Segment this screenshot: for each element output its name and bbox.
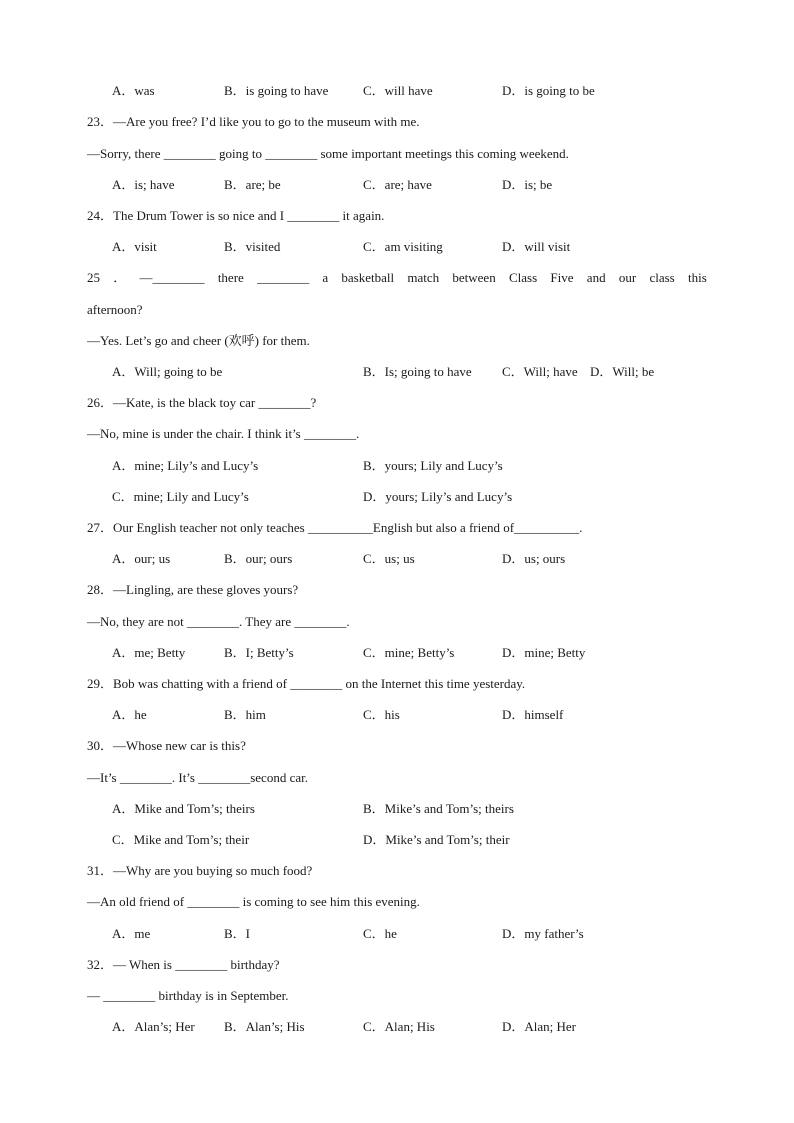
q30-options-row2 bbox=[112, 832, 712, 848]
q29-stem: 29．Bob was chatting with a friend of ________ on the Internet this time yesterday. bbox=[87, 676, 526, 691]
q22-option-c: C．will have bbox=[363, 83, 433, 98]
q25-word: there bbox=[217, 270, 244, 285]
q29-option-b: B．him bbox=[224, 707, 266, 722]
q26-option-d: D．yours; Lily’s and Lucy’s bbox=[363, 489, 513, 504]
q25-word: between bbox=[452, 270, 496, 285]
q28-option-c: C．mine; Betty’s bbox=[363, 645, 455, 660]
q25-word: class bbox=[649, 270, 675, 285]
q25-stem-continued: afternoon? bbox=[87, 302, 143, 317]
q26-reply: —No, mine is under the chair. I think it’s ________. bbox=[87, 426, 360, 441]
q27-option-b: B．our; ours bbox=[224, 551, 293, 566]
q26-stem: 26．—Kate, is the black toy car ________? bbox=[87, 395, 317, 410]
q25-word: and bbox=[586, 270, 606, 285]
q25-word: —________ bbox=[139, 270, 205, 285]
q25-stem bbox=[87, 270, 707, 286]
q23-options bbox=[112, 177, 712, 193]
q25-option-b: B．Is; going to have bbox=[363, 364, 472, 379]
q26-option-b: B．yours; Lily and Lucy’s bbox=[363, 458, 503, 473]
q30-stem: 30．—Whose new car is this? bbox=[87, 738, 246, 753]
q32-stem: 32．— When is ________ birthday? bbox=[87, 957, 280, 972]
q25-word: 25 bbox=[87, 270, 100, 285]
q25-option-a: A．Will; going to be bbox=[112, 364, 223, 379]
q25-word: Five bbox=[550, 270, 574, 285]
q25-word: match bbox=[407, 270, 440, 285]
q23-stem: 23．—Are you free? I’d like you to go to the museum with me. bbox=[87, 114, 420, 129]
q25-word: this bbox=[688, 270, 707, 285]
q30-reply: —It’s ________. It’s ________second car. bbox=[87, 770, 308, 785]
q26-option-a: A．mine; Lily’s and Lucy’s bbox=[112, 458, 259, 473]
q23-option-a: A．is; have bbox=[112, 177, 175, 192]
q28-option-d: D．mine; Betty bbox=[502, 645, 586, 660]
q26-options-row1 bbox=[112, 458, 712, 474]
q24-option-d: D．will visit bbox=[502, 239, 571, 254]
q23-option-c: C．are; have bbox=[363, 177, 432, 192]
q29-options bbox=[112, 707, 712, 723]
q29-option-a: A．he bbox=[112, 707, 147, 722]
q28-options bbox=[112, 645, 712, 661]
q31-options bbox=[112, 926, 712, 942]
q32-option-c: C．Alan; His bbox=[363, 1019, 435, 1034]
q31-option-b: B．I bbox=[224, 926, 251, 941]
q24-option-b: B．visited bbox=[224, 239, 281, 254]
q27-stem: 27．Our English teacher not only teaches __________English but also a friend of__________. bbox=[87, 520, 583, 535]
q27-option-a: A．our; us bbox=[112, 551, 171, 566]
q27-option-d: D．us; ours bbox=[502, 551, 566, 566]
q25-word: a bbox=[322, 270, 329, 285]
q24-stem: 24．The Drum Tower is so nice and I ________ it again. bbox=[87, 208, 385, 223]
q29-option-c: C．his bbox=[363, 707, 400, 722]
q24-options bbox=[112, 239, 712, 255]
q25-options bbox=[112, 364, 712, 380]
q23-option-b: B．are; be bbox=[224, 177, 281, 192]
q32-option-b: B．Alan’s; His bbox=[224, 1019, 305, 1034]
q30-options-row1 bbox=[112, 801, 712, 817]
q24-option-c: C．am visiting bbox=[363, 239, 443, 254]
q23-reply: —Sorry, there ________ going to ________ some important meetings this coming weekend. bbox=[87, 146, 569, 161]
q31-option-a: A．me bbox=[112, 926, 151, 941]
q29-option-d: D．himself bbox=[502, 707, 564, 722]
q31-option-c: C．he bbox=[363, 926, 397, 941]
q22-option-a: A．was bbox=[112, 83, 155, 98]
q25-word: ． bbox=[113, 270, 127, 285]
q28-reply: —No, they are not ________. They are ________. bbox=[87, 614, 350, 629]
q25-reply: —Yes. Let’s go and cheer (欢呼) for them. bbox=[87, 333, 310, 348]
q32-reply: — ________ birthday is in September. bbox=[87, 988, 289, 1003]
q31-reply: —An old friend of ________ is coming to see him this evening. bbox=[87, 894, 420, 909]
q23-option-d: D．is; be bbox=[502, 177, 553, 192]
q31-stem: 31．—Why are you buying so much food? bbox=[87, 863, 313, 878]
q30-option-c: C．Mike and Tom’s; their bbox=[112, 832, 250, 847]
q28-option-a: A．me; Betty bbox=[112, 645, 186, 660]
q31-option-d: D．my father’s bbox=[502, 926, 584, 941]
q30-option-d: D．Mike’s and Tom’s; their bbox=[363, 832, 510, 847]
q27-option-c: C．us; us bbox=[363, 551, 415, 566]
q30-option-b: B．Mike’s and Tom’s; theirs bbox=[363, 801, 514, 816]
q30-option-a: A．Mike and Tom’s; theirs bbox=[112, 801, 255, 816]
q22-options bbox=[112, 83, 712, 99]
q25-word: basketball bbox=[341, 270, 395, 285]
q25-word: Class bbox=[508, 270, 538, 285]
q25-word: ________ bbox=[257, 270, 310, 285]
q27-options bbox=[112, 551, 712, 567]
q22-option-b: B．is going to have bbox=[224, 83, 329, 98]
q25-option-c: C．Will; have bbox=[502, 364, 578, 379]
q24-option-a: A．visit bbox=[112, 239, 157, 254]
q25-word: our bbox=[618, 270, 637, 285]
q26-options-row2 bbox=[112, 489, 712, 505]
q26-option-c: C．mine; Lily and Lucy’s bbox=[112, 489, 249, 504]
q22-option-d: D．is going to be bbox=[502, 83, 595, 98]
q28-stem: 28．—Lingling, are these gloves yours? bbox=[87, 582, 299, 597]
q32-option-d: D．Alan; Her bbox=[502, 1019, 577, 1034]
q32-option-a: A．Alan’s; Her bbox=[112, 1019, 195, 1034]
q28-option-b: B．I; Betty’s bbox=[224, 645, 294, 660]
q25-option-d: D．Will; be bbox=[590, 364, 655, 379]
q32-options bbox=[112, 1019, 712, 1035]
